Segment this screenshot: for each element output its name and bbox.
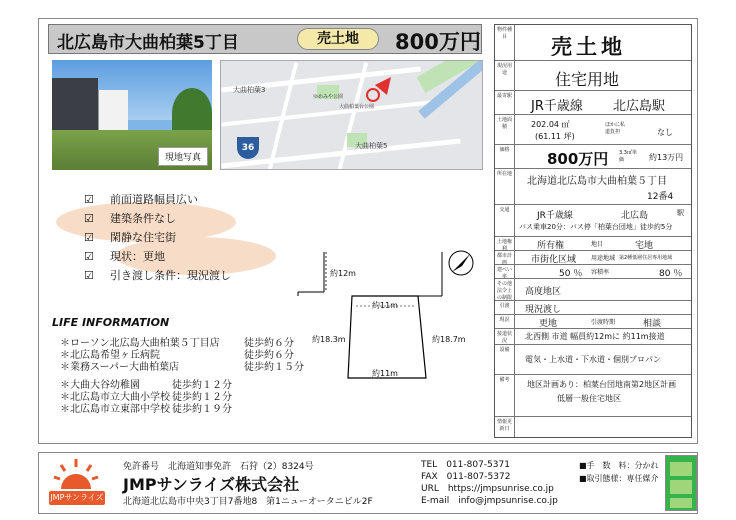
company-address: 北海道北広島市中央3丁目7番地8 第1ニューオータニビル2F	[123, 497, 373, 507]
facilities-value: 電気・上水道・下水道・個別プロパン	[525, 355, 661, 364]
site-photo	[52, 60, 212, 170]
delivery-time-label: 引渡時期	[591, 319, 616, 326]
floor-ratio-label: 容積率	[591, 269, 610, 276]
checkbox-icon: ☑	[84, 231, 94, 244]
url-link[interactable]: URL https://jmpsunrise.co.jp	[421, 484, 554, 494]
access-line-value: JR千歳線	[537, 211, 573, 221]
row-area: 土地面積 202.04 ㎡ (61.11 坪) ほかに私道負担 なし	[495, 115, 691, 145]
location-marker-icon	[361, 73, 401, 107]
spec-sheet	[494, 24, 692, 438]
company-name: JMPサンライズ株式会社	[123, 475, 300, 494]
right-edge-label: 約18.7m	[432, 335, 466, 344]
row-ratio: 建ぺい率 50 ％ 容積率 80 ％	[495, 265, 691, 279]
row-remarks: 備考 地区計画あり：柏葉台団地南第2地区計画 低層一般住宅地区	[495, 375, 691, 417]
row-facilities: 設備 電気・上水道・下水道・個別プロパン	[495, 345, 691, 375]
contact-info	[421, 459, 558, 507]
row-status: 現況 更地 引渡時期 相談	[495, 315, 691, 329]
email-link[interactable]: E-mail info@jmpsunrise.co.jp	[421, 496, 558, 506]
remarks-value-1: 地区計画あり：柏葉台団地南第2地区計画	[527, 380, 677, 389]
transaction-type: ■取引態様：専任媒介	[579, 474, 659, 483]
fax: FAX 011-807-5372	[421, 472, 511, 482]
checkbox-icon: ☑	[84, 269, 94, 282]
map-label: 大曲柏葉5	[355, 142, 388, 150]
bottom-edge-label: 約11m	[372, 369, 398, 378]
left-edge-label: 約18.3m	[312, 335, 346, 344]
use-value: 住宅用地	[555, 70, 620, 89]
chimoku-value: 宅地	[635, 241, 654, 251]
row-update: 情報更新日	[495, 417, 691, 437]
map-label: 大曲柏葉3	[233, 86, 266, 94]
checkbox-icon: ☑	[84, 212, 94, 225]
floor-ratio-value: 80 ％	[659, 269, 683, 279]
area-value: 202.04 ㎡	[531, 120, 570, 129]
footer	[38, 452, 698, 514]
sunrise-logo-icon	[53, 457, 99, 491]
row-road-access: 接道状況 北西側 市道 幅員約12mに 約11m接道	[495, 329, 691, 345]
price-title: 800万円	[395, 30, 481, 54]
row-price: 価格 800万円 3.3㎡単価 約13万円	[495, 145, 691, 169]
zoning-value: 第2種低層住居専用地域	[619, 255, 673, 261]
feature-item: ☑ 現状：更地	[60, 247, 280, 266]
remarks-value-2: 低層一般住宅地区	[557, 394, 621, 403]
logo-text: JMPサンライズ	[49, 491, 105, 505]
top-edge-label: 約11m	[372, 301, 398, 310]
station-value: 北広島駅	[613, 99, 666, 114]
location-map	[220, 60, 483, 170]
lot-diagram	[296, 244, 486, 444]
tel: TEL 011-807-5371	[421, 460, 510, 470]
map-label: 大曲柏葉台公園	[339, 104, 375, 110]
zoning-label: 用途地域	[591, 255, 616, 262]
access-bus-value: バス乗車20分：バス停「柏葉台団地」徒歩約5分	[519, 223, 673, 231]
chimoku-label: 地目	[591, 241, 604, 248]
feature-item: ☑ 前面道路幅員広い	[60, 190, 280, 209]
address-value: 北海道北広島市大曲柏葉５丁目	[527, 176, 667, 187]
access-eki: 駅	[677, 209, 684, 217]
row-city-plan: 都市計画 市街化区域 用途地域 第2種低層住居専用地域	[495, 251, 691, 265]
checkbox-icon: ☑	[84, 193, 94, 206]
lot-number-value: 12番4	[647, 192, 674, 202]
coverage-value: 50 ％	[559, 269, 583, 279]
kind-value: 売土地	[551, 35, 626, 59]
commission: ■手 数 料：分かれ	[579, 461, 659, 470]
property-type-badge: 売土地	[297, 28, 379, 50]
green-tab	[665, 455, 697, 511]
road-access-value: 北西側 市道 幅員約12mに 約11m接道	[525, 332, 665, 341]
private-road-label: ほかに私道負担	[605, 122, 626, 135]
row-delivery: 引渡 現況渡し	[495, 301, 691, 315]
checkbox-icon: ☑	[84, 250, 94, 263]
other-law-value: 高度地区	[525, 287, 562, 297]
license-number: 免許番号 北海道知事免許 石狩（2）8324号	[123, 462, 314, 472]
status-value: 更地	[539, 319, 558, 329]
life-info-title: LIFE INFORMATION	[52, 316, 170, 329]
unit-price-label: 3.3㎡単価	[619, 150, 637, 163]
photo-caption: 現地写真	[158, 147, 208, 166]
row-other-law: その他法令上の制限 高度地区	[495, 279, 691, 301]
feature-item: ☑ 閑静な住宅街	[60, 228, 280, 247]
feature-item: ☑ 引き渡し条件：現況渡し	[60, 266, 280, 285]
unit-price-value: 約13万円	[649, 153, 684, 162]
feature-item: ☑ 建築条件なし	[60, 209, 280, 228]
row-access: 交通 JR千歳線 北広島 駅 バス乗車20分：バス停「柏葉台団地」徒歩約5分	[495, 205, 691, 237]
property-location-title: 北広島市大曲柏葉5丁目	[57, 33, 239, 53]
rights-value: 所有権	[537, 241, 565, 251]
price-value: 800万円	[547, 150, 609, 168]
area-tsubo-value: (61.11 坪)	[535, 132, 575, 141]
row-rights: 土地権利 所有権 地目 宅地	[495, 237, 691, 251]
house-image	[52, 78, 98, 138]
route-36-icon: 36	[237, 137, 259, 159]
road-width-label: 約12m	[330, 269, 356, 278]
private-road-value: なし	[657, 128, 673, 137]
terms	[579, 459, 659, 485]
line-value: JR千歳線	[531, 99, 583, 114]
row-kind: 物件種目 売土地	[495, 25, 691, 61]
title-bar	[48, 24, 482, 54]
row-use: 現況用途 住宅用地	[495, 61, 691, 91]
feature-list	[60, 190, 280, 285]
map-label: ゆめみや公園	[313, 94, 344, 100]
north-arrow-icon	[448, 246, 474, 280]
row-address: 所在地 北海道北広島市大曲柏葉５丁目 12番4	[495, 169, 691, 205]
row-station: 最寄駅 JR千歳線 北広島駅	[495, 91, 691, 115]
access-station-value: 北広島	[621, 211, 649, 221]
delivery-time-value: 相談	[643, 319, 662, 329]
delivery-value: 現況渡し	[525, 305, 562, 315]
city-plan-value: 市街化区域	[531, 255, 577, 265]
